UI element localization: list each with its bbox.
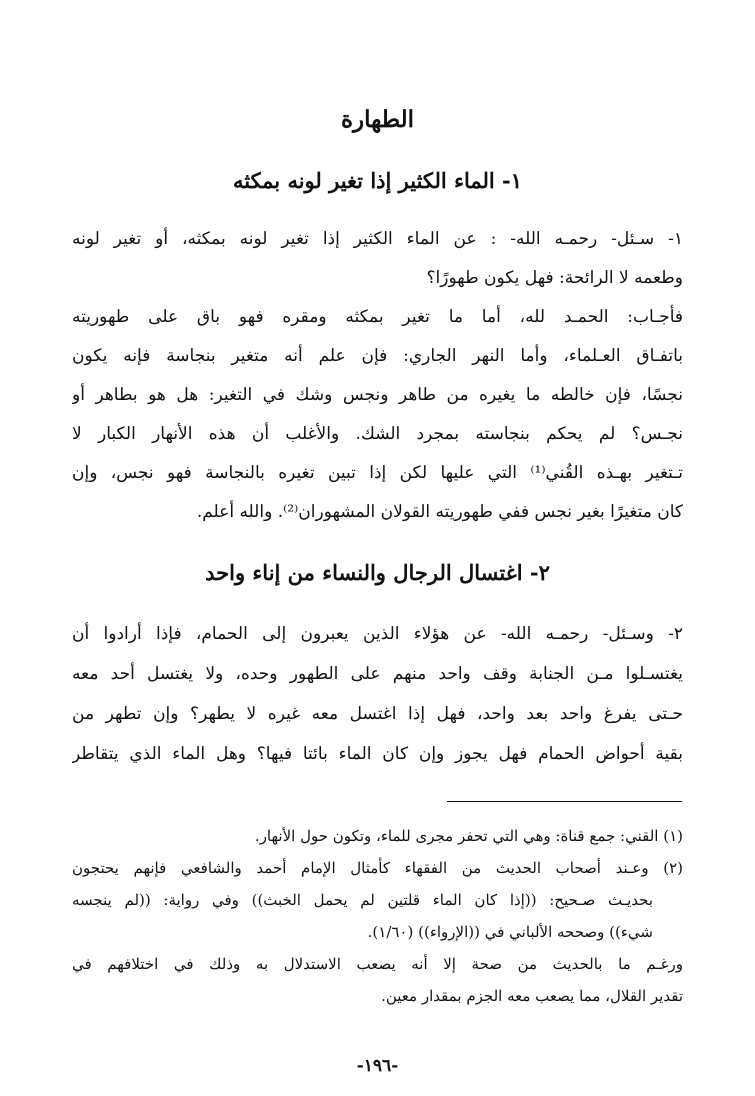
footnote-line: بحديـث صـحيح: ((إذا كان الماء قلتين لم يحمل الخبث)) وفي رواية: ((لم ينجسه (72, 891, 653, 909)
question-2-line: ٢- وسـئل- رحمـه الله- عن هؤلاء الذين يعبرون إلى الحمام، فإذا أرادوا أن (72, 624, 683, 644)
chapter-title: الطهارة (340, 106, 415, 133)
answer-1-line: كان متغيرًا بغير نجس ففي طهوريته القولان المشهوران⁽²⁾. والله أعلم. (196, 502, 683, 522)
question-1-line: ١- سـئل- رحمـه الله- : عن الماء الكثير إذا تغير لونه بمكثه، أو تغير لونه (72, 229, 683, 249)
answer-1 (72, 298, 683, 532)
section-title-1: ١- الماء الكثير إذا تغير لونه بمكثه (232, 168, 523, 193)
question-1 (72, 220, 683, 298)
question-2 (72, 614, 683, 774)
question-2-line: يغتسـلوا مـن الجنابة وقف واحد منهم على الطهور وحده، ولا يغتسل أحد معه (72, 664, 683, 684)
footnote-line: ورغـم ما بالحديث من صحة إلا أنه يصعب الاستدلال به وذلك في اختلافهم في (72, 955, 683, 973)
answer-1-line: تـتغير بهـذه القُني⁽¹⁾ التي عليها لكن إذا تبين تغيره بالنجاسة فهو نجس، وإن (72, 463, 683, 483)
footnote-line: (١) القني: جمع قناة: وهي التي تحفر مجرى للماء، وتكون حول الأنهار. (254, 827, 683, 845)
question-1-line: وطعمه لا الرائحة: فهل يكون طهورًا؟ (426, 268, 683, 288)
answer-1-line: نجسًا، فإن خالطه ما يغيره من طاهر ونجس وشك في التغير: هل هو بطاهر أو (72, 385, 683, 405)
answer-1-line: نجـس؟ لم يحكم بنجاسته بمجرد الشك. والأغلب أن هذه الأنهار الكبار لا (72, 424, 683, 444)
page-number: -١٩٦- (356, 1056, 399, 1076)
answer-1-line: فأجـاب: الحمـد لله، أما ما تغير بمكثه ومقره فهو باق على طهوريته (72, 307, 683, 327)
footnotes (72, 820, 683, 1012)
section-title-2: ٢- اغتسال الرجال والنساء من إناء واحد (205, 560, 550, 585)
answer-1-line: باتفـاق العـلماء، وأما النهر الجاري: فإن علم أنه متغير بنجاسة فإنه يكون (72, 346, 683, 366)
footnote-line: (٢) وعـند أصحاب الحديث من الفقهاء كأمثال الإمام أحمد والشافعي فإنهم يحتجون (72, 859, 683, 877)
footnote-divider (447, 801, 682, 802)
question-2-line: حـتى يفرغ واحد بعد واحد، فهل إذا اغتسل معه غيره لا يطهر؟ وإن تطهر من (72, 704, 683, 724)
footnote-line: شيء)) وصححه الألباني في ((الإرواء)) (١/٦٠). (367, 923, 653, 941)
question-2-line: بقية أحواض الحمام فهل يجوز وإن كان الماء بائتا فيها؟ وهل الماء الذي يتقاطر (72, 744, 683, 764)
footnote-line: تقدير القلال، مما يصعب معه الجزم بمقدار معين. (381, 987, 683, 1005)
